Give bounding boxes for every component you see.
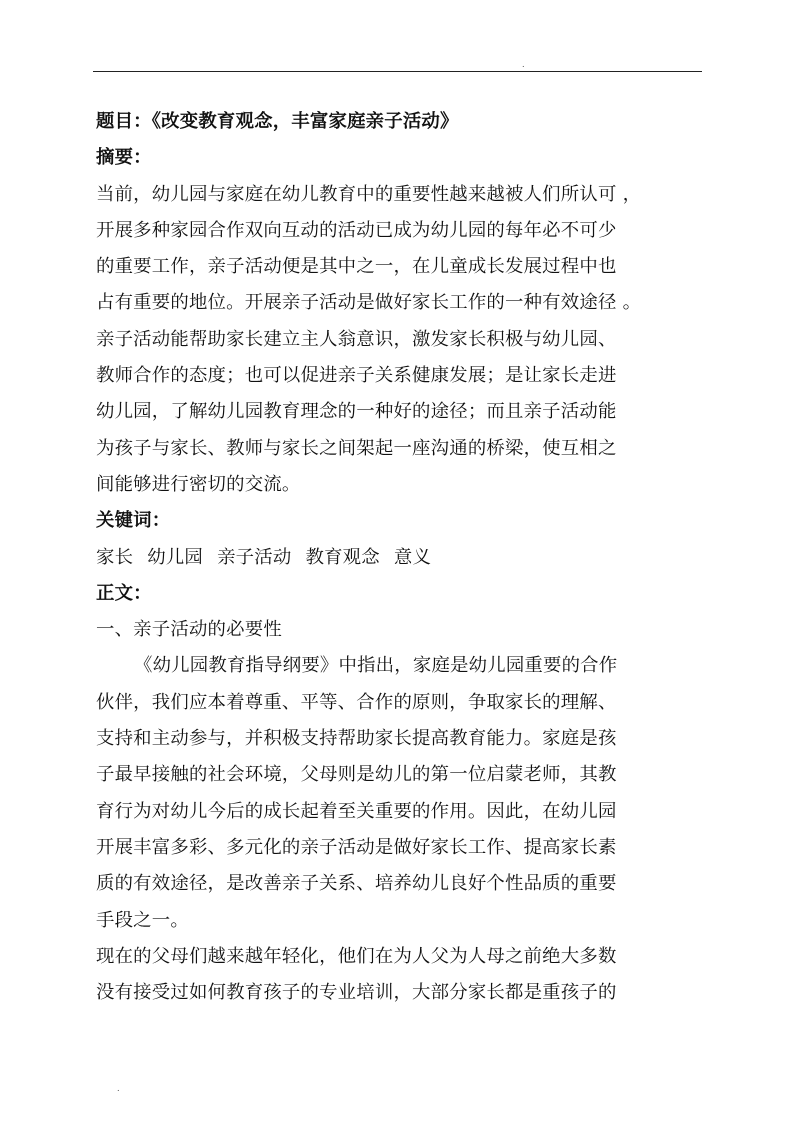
paragraph-line: 子最早接触的社会环境，父母则是幼儿的第一位启蒙老师，其教 [96,764,617,786]
keyword: 教育观念 [305,546,380,568]
document-body [96,104,702,1011]
abstract-heading: 摘要： [96,147,152,169]
paragraph-line: 现在的父母们越来越年轻化，他们在为人父为人母之前绝大多数 [96,945,617,967]
keyword: 亲子活动 [217,546,292,568]
keywords-heading: 关键词： [96,510,171,532]
paragraph-line: 质的有效途径，是改善亲子关系、培养幼儿良好个性品质的重要 [96,873,617,895]
keywords-list [96,540,702,576]
footer-dot: . [117,1084,120,1093]
paragraph-line: 《幼儿园教育指导纲要》中指出，家庭是幼儿园重要的合作 [134,655,618,677]
keyword: 家长 [96,546,134,568]
abstract-line: 间能够进行密切的交流。 [96,473,301,495]
header-dot: . [522,60,525,69]
header-rule [93,71,702,72]
abstract-line: 为孩子与家长、教师与家长之间架起一座沟通的桥梁，使互相之 [96,437,617,459]
abstract-text [96,177,702,504]
abstract-line: 的重要工作，亲子活动便是其中之一，在儿童成长发展过程中也 [96,256,617,278]
paragraph-line: 开展丰富多彩、多元化的亲子活动是做好家长工作、提高家长素 [96,836,617,858]
document-title: 题目：《改变教育观念，丰富家庭亲子活动》 [96,111,459,132]
paragraph-line: 没有接受过如何教育孩子的专业培训，大部分家长都是重孩子的 [96,982,617,1004]
abstract-line: 教师合作的态度；也可以促进亲子关系健康发展；是让家长走进 [96,365,617,387]
section-heading: 一、亲子活动的必要性 [96,619,282,641]
abstract-line: 当前，幼儿园与家庭在幼儿教育中的重要性越来越被人们所认可 ， [96,183,642,205]
paragraph-line: 伙伴，我们应本着尊重、平等、合作的原则，争取家长的理解、 [96,691,617,713]
paragraph-line: 支持和主动参与，并积极支持帮助家长提高教育能力。家庭是孩 [96,728,617,750]
paragraph-1 [96,648,702,938]
abstract-line: 幼儿园，了解幼儿园教育理念的一种好的途径；而且亲子活动能 [96,401,617,423]
abstract-line: 占有重要的地位。开展亲子活动是做好家长工作的一种有效途径 。 [96,292,642,314]
paragraph-line: 手段之一。 [96,909,189,931]
abstract-line: 开展多种家园合作双向互动的活动已成为幼儿园的每年必不可少 [96,219,617,241]
paragraph-line: 育行为对幼儿今后的成长起着至关重要的作用。因此，在幼儿园 [96,800,617,822]
paragraph-2 [96,939,702,1012]
abstract-line: 亲子活动能帮助家长建立主人翁意识，激发家长积极与幼儿园、 [96,328,617,350]
keyword: 幼儿园 [147,546,204,568]
body-heading: 正文： [96,582,152,604]
keyword: 意义 [393,546,432,568]
